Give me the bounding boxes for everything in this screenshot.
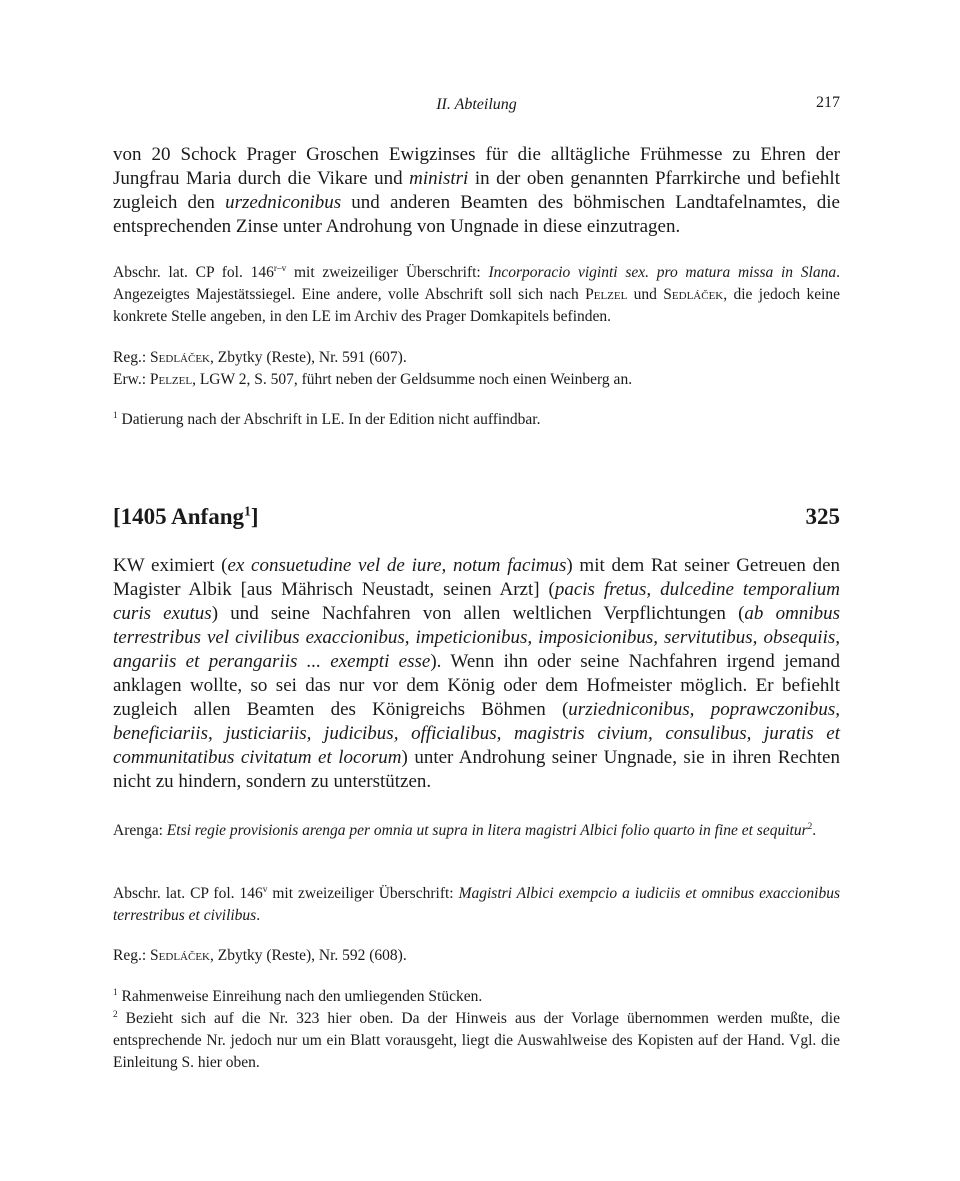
entry-number: 325 [805, 504, 840, 529]
entry-regest [113, 945, 840, 967]
text-run: mit zweizeiliger Überschrift: [267, 885, 459, 902]
text-run: , Zbytky (Reste), Nr. 591 (607). [209, 349, 407, 366]
running-title: II. Abteilung [436, 96, 517, 113]
footnote-ref: 1 [113, 410, 118, 421]
text-run: . [256, 907, 261, 924]
footnote-ref: 1 [113, 987, 118, 998]
text-run: , Zbytky (Reste), Nr. 592 (608). [209, 947, 407, 964]
prev-entry-regest [113, 347, 840, 369]
text-run: . [812, 822, 817, 839]
text-run: , LGW 2, S. 507, führt neben der Geldsumme noch einen Weinberg an. [192, 371, 633, 388]
text-run: Abschr. lat. CP fol. 146 [113, 885, 263, 902]
text-run: KW eximiert ( [113, 555, 228, 576]
latin-quote: urziedniconibus, poprawczonibus, beneficiariis, justiciariis, judicibus, officialibus, magistris civium, consulibus, juratis et communitatibus civitatum et locorum [113, 699, 841, 768]
footnote-ref: 2 [113, 1009, 118, 1020]
text-run: ) und seine Nachfahren von allen weltlichen Verpflichtungen ( [211, 603, 745, 624]
entry-footnote-1 [113, 986, 840, 1008]
latin-quote: ab omnibus terrestribus vel civilibus exaccionibus, impeticionibus, imposicionibus, servitutibus, obsequiis, angariis et perangariis ... exempti esse [113, 603, 840, 672]
text-run: Sedláček [150, 349, 210, 366]
text-run: und [627, 286, 664, 303]
prev-entry-footnote [113, 409, 840, 431]
latin-quote: urzedniconibus [225, 192, 342, 213]
entry-summary [113, 554, 840, 794]
text-run: von 20 Schock Prager Groschen Ewigzinses für die alltägliche Frühmesse zu Ehren der Jungfrau Maria durch die Vikare und [113, 144, 840, 189]
running-header [113, 94, 840, 118]
entry-date-footnote-ref: 1 [244, 503, 251, 519]
footnote-ref: v [262, 884, 268, 895]
text-run: und anderen Beamten des böhmischen Landtafelnamtes, die entsprechenden Zinse unter Androhung von Ungnade in diese einzutragen. [113, 192, 840, 237]
entry-date-bracket: ] [250, 504, 259, 529]
text-run: in der oben genannten Pfarrkirche und befiehlt zugleich den [113, 168, 840, 213]
prev-entry-erwaehnung [113, 369, 840, 391]
text-run: Sedláček [663, 286, 724, 303]
latin-quote: ministri [409, 168, 469, 189]
text-run: Reg.: [113, 947, 151, 964]
text-run: Bezieht sich auf die Nr. 323 hier oben. Da der Hinweis aus der Vorlage übernommen werden mußte, die entsprechende Nr. jedoch nur um ein Blatt vorausgeht, liegt die Auswahlweise des Kopisten auf der Hand. Vgl. die Einleitung S. hier oben. [113, 1010, 840, 1071]
latin-quote: Magistri Albici exempcio a iudiciis et omnibus exaccionibus terrestribus et civilibus [113, 885, 840, 924]
text-run: Datierung nach der Abschrift in LE. In der Edition nicht auffindbar. [117, 411, 541, 428]
text-run: Erw.: [113, 371, 150, 388]
footnote-ref: 2 [807, 821, 813, 832]
latin-quote: Etsi regie provisionis arenga per omnia ut supra in litera magistri Albici folio quarto in fine et sequitur [166, 822, 808, 839]
text-run: ). Wenn ihn oder seine Nachfahren irgend jemand anklagen wollte, so sei das nur vor dem König oder dem Hofmeister möglich. Er befiehlt zugleich allen Beamten des Königreichs Böhmen ( [113, 651, 840, 720]
prev-entry-summary [113, 143, 840, 239]
text-run: . Angezeigtes Majestätssiegel. Eine andere, volle Abschrift soll sich nach [113, 264, 840, 303]
text-run: Rahmenweise Einreihung nach den umliegenden Stücken. [117, 988, 483, 1005]
page-number: 217 [816, 94, 840, 111]
text-run: Pelzel [585, 286, 628, 303]
text-run: ) unter Androhung seiner Ungnade, sie in ihren Rechten nicht zu hindern, sondern zu unterstützen. [113, 747, 840, 792]
text-run: Sedláček [150, 947, 210, 964]
latin-quote: ex consuetudine vel de iure, notum facimus [227, 555, 567, 576]
text-run: Arenga: [113, 822, 167, 839]
entry-abschrift [113, 883, 840, 927]
entry-date [113, 504, 259, 530]
entry-footnote-2 [113, 1008, 840, 1074]
entry-date-text: [1405 Anfang [113, 504, 244, 529]
text-run: Reg.: [113, 349, 151, 366]
text-run: mit zweizeiliger Überschrift: [286, 264, 489, 281]
latin-quote: pacis fretus, dulcedine temporalium curis exutus [113, 579, 840, 624]
text-run: , die jedoch keine konkrete Stelle angeben, in den LE im Archiv des Prager Domkapitels befinden. [113, 286, 841, 325]
text-run: ) mit dem Rat seiner Getreuen den Magister Albik [aus Mährisch Neustadt, seinen Arzt] ( [113, 555, 841, 600]
footnote-ref: r–v [273, 263, 287, 274]
text-run: Abschr. lat. CP fol. 146 [113, 264, 274, 281]
text-run: Pelzel [149, 371, 193, 388]
latin-quote: Incorporacio viginti sex. pro matura missa in Slana [488, 264, 837, 281]
entry-arenga [113, 820, 840, 842]
prev-entry-abschrift [113, 262, 840, 328]
entry-heading [113, 504, 840, 536]
